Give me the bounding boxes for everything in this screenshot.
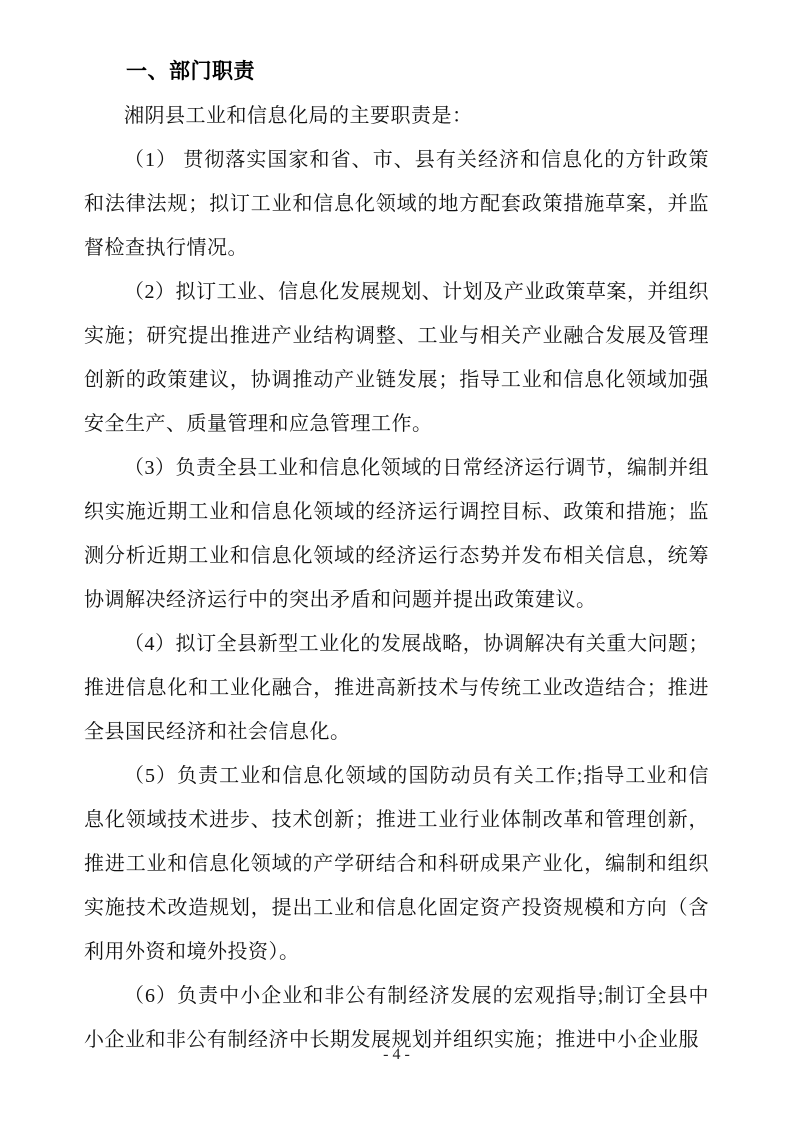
page-number: - 4 - <box>383 1046 410 1063</box>
paragraph-1: （1） 贯彻落实国家和省、市、县有关经济和信息化的方针政策和法律法规；拟订工业和信息化领域的地方配套政策措施草案，并监督检查执行情况。 <box>84 149 709 259</box>
intro-line: 湘阴县工业和信息化局的主要职责是： <box>124 105 473 127</box>
paragraph-4: （4）拟订全县新型工业化的发展战略，协调解决有关重大问题；推进信息化和工业化融合，推进高新技术与传统工业改造结合；推进全县国民经济和社会信息化。 <box>84 633 709 743</box>
paragraph-6: （6）负责中小企业和非公有制经济发展的宏观指导;制订全县中小企业和非公有制经济中长期发展规划并组织实施；推进中小企业服 <box>84 985 709 1051</box>
section-heading: 一、部门职责 <box>126 60 255 83</box>
paragraph-5: （5）负责工业和信息化领域的国防动员有关工作;指导工业和信息化领域技术进步、技术创新；推进工业行业体制改革和管理创新，推进工业和信息化领域的产学研结合和科研成果产业化，编制和组织实施技术改造规划，提出工业和信息化固定资产投资规模和方向（含利用外资和境外投资）。 <box>84 765 709 963</box>
paragraph-2: （2）拟订工业、信息化发展规划、计划及产业政策草案，并组织实施；研究提出推进产业结构调整、工业与相关产业融合发展及管理创新的政策建议，协调推动产业链发展；指导工业和信息化领域加强安全生产、质量管理和应急管理工作。 <box>84 281 709 435</box>
paragraph-3: （3）负责全县工业和信息化领域的日常经济运行调节，编制并组织实施近期工业和信息化领域的经济运行调控目标、政策和措施；监测分析近期工业和信息化领域的经济运行态势并发布相关信息，统筹协调解决经济运行中的突出矛盾和问题并提出政策建议。 <box>84 457 709 611</box>
